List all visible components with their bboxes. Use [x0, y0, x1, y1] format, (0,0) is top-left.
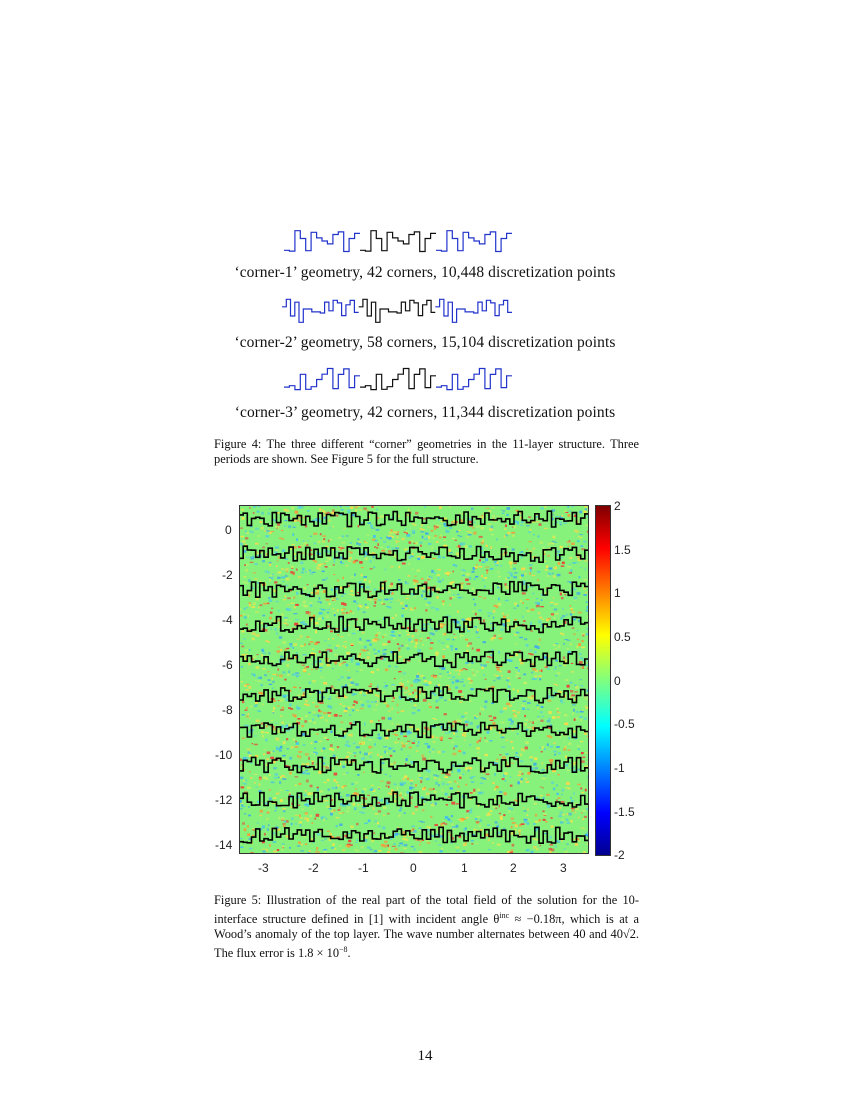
figure-5-sup-1: inc [499, 911, 510, 920]
x-tick: 3 [560, 861, 567, 875]
colorbar-tick: -2 [614, 848, 625, 862]
y-tick: -6 [222, 658, 233, 672]
corner-2-period-2 [359, 299, 436, 322]
figure-5-sup-2: −8 [339, 945, 348, 955]
colorbar-tick: 1 [614, 586, 621, 600]
colorbar-tick: -1.5 [614, 805, 635, 819]
y-tick: -4 [222, 613, 233, 627]
x-tick: 2 [510, 861, 517, 875]
y-tick: -10 [215, 748, 233, 762]
colorbar [595, 505, 611, 856]
corner-3-caption: ‘corner-3’ geometry, 42 corners, 11,344 discretization points [234, 404, 616, 421]
y-tick: -12 [215, 793, 233, 807]
figure-5-text-1: Illustration of the real part of the total field of the solution for the 10-interface structure defined in [1] with incident angle θ [214, 893, 639, 927]
figure-4-caption [214, 437, 639, 467]
colorbar-tick: 1.5 [614, 543, 631, 557]
page-number: 14 [417, 1048, 433, 1064]
colorbar-tick: 0 [614, 674, 621, 688]
x-tick: 1 [461, 861, 468, 875]
corner-1-period-2 [360, 231, 436, 252]
corner-1-caption: ‘corner-1’ geometry, 42 corners, 10,448 discretization points [234, 264, 616, 281]
x-tick: -3 [258, 861, 269, 875]
x-tick: -1 [358, 861, 369, 875]
colorbar-tick: -1 [614, 761, 625, 775]
figure-5-caption [214, 893, 639, 961]
corner-1-period-1 [284, 231, 360, 252]
corner-3-period-2 [360, 369, 436, 390]
colorbar-tick: 0.5 [614, 630, 631, 644]
corner-3-geometry-plot [284, 364, 512, 394]
corner-2-period-3 [435, 299, 512, 322]
corner-3-period-1 [284, 369, 360, 390]
y-tick: -14 [215, 838, 233, 852]
corner-2-period-1 [282, 299, 359, 322]
figure-4-label: Figure 4: [214, 437, 262, 451]
corner-3-period-3 [436, 369, 512, 390]
corner-1-period-3 [436, 231, 512, 252]
field-heatmap [239, 505, 589, 854]
y-tick: 0 [225, 523, 232, 537]
colorbar-tick: 2 [614, 499, 621, 513]
y-tick: -8 [222, 703, 233, 717]
figure-4-text: The three different “corner” geometries in the 11-layer structure. Three periods are shown. See Figure 5 for the full structure. [214, 437, 640, 466]
colorbar-tick: -0.5 [614, 717, 635, 731]
x-tick: -2 [308, 861, 319, 875]
corner-2-geometry-plot [282, 296, 512, 326]
figure-5-label: Figure 5: [214, 893, 262, 907]
y-tick: -2 [222, 568, 233, 582]
corner-1-geometry-plot [284, 226, 512, 256]
figure-5-text-3: . [347, 946, 351, 961]
x-tick: 0 [410, 861, 417, 875]
corner-2-caption: ‘corner-2’ geometry, 58 corners, 15,104 discretization points [234, 334, 616, 351]
figure-5-text-2: ≈ −0.18π, which is at a Wood’s anomaly of the top layer. The wave number alternates between 40 and 40√2. The flux error is 1.8 × 10 [214, 912, 639, 961]
